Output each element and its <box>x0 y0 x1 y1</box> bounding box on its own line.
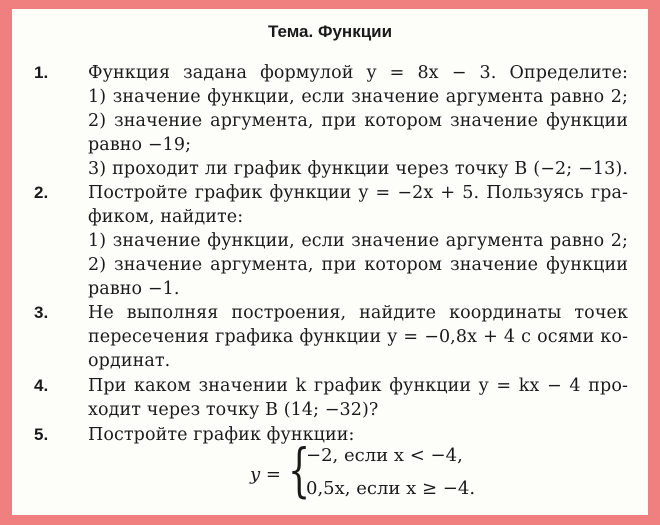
task-3-line-2: пересечения графика функции y = −0,8x + 4 с осями ко- <box>88 327 628 347</box>
task-5-number: 5. <box>34 425 49 444</box>
formula-case-1: −2, если x < −4, <box>306 445 463 466</box>
formula-lhs: y = <box>250 464 281 485</box>
formula-case-2: 0,5x, если x ≥ −4. <box>306 478 476 499</box>
task-2-line-5: равно −1. <box>88 279 180 299</box>
task-2-line-2: фиком, найдите: <box>88 207 244 227</box>
task-1-line-4: равно −19; <box>88 135 192 155</box>
task-4-line-2: ходит через точку B (14; −32)? <box>88 400 379 420</box>
task-4-number: 4. <box>34 376 49 395</box>
task-4-line-1: При каком значении k график функции y = kx − 4 про- <box>88 376 628 396</box>
page-title: Тема. Функции <box>267 22 393 41</box>
task-1-line-5: 3) проходит ли график функции через точку B (−2; −13). <box>88 159 628 179</box>
task-1-line-3: 2) значение аргумента, при котором значение функции <box>88 111 628 131</box>
task-2-line-1: Постройте график функции y = −2x + 5. Пользуясь гра- <box>88 183 628 203</box>
task-2-line-4: 2) значение аргумента, при котором значение функции <box>88 255 628 275</box>
task-1-line-2: 1) значение функции, если значение аргумента равно 2; <box>88 87 628 107</box>
task-3-line-3: ординат. <box>88 351 171 371</box>
task-5-line-1: Постройте график функции: <box>88 425 355 445</box>
task-3-line-1: Не выполняя построения, найдите координаты точек <box>88 303 628 323</box>
worksheet-page <box>12 9 648 515</box>
task-2-number: 2. <box>34 183 49 202</box>
task-1-line-1: Функция задана формулой y = 8x − 3. Определите: <box>88 63 628 83</box>
task-1-number: 1. <box>34 63 49 82</box>
task-2-line-3: 1) значение функции, если значение аргумента равно 2; <box>88 231 628 251</box>
curly-brace: { <box>288 436 311 504</box>
task-3-number: 3. <box>34 303 49 322</box>
